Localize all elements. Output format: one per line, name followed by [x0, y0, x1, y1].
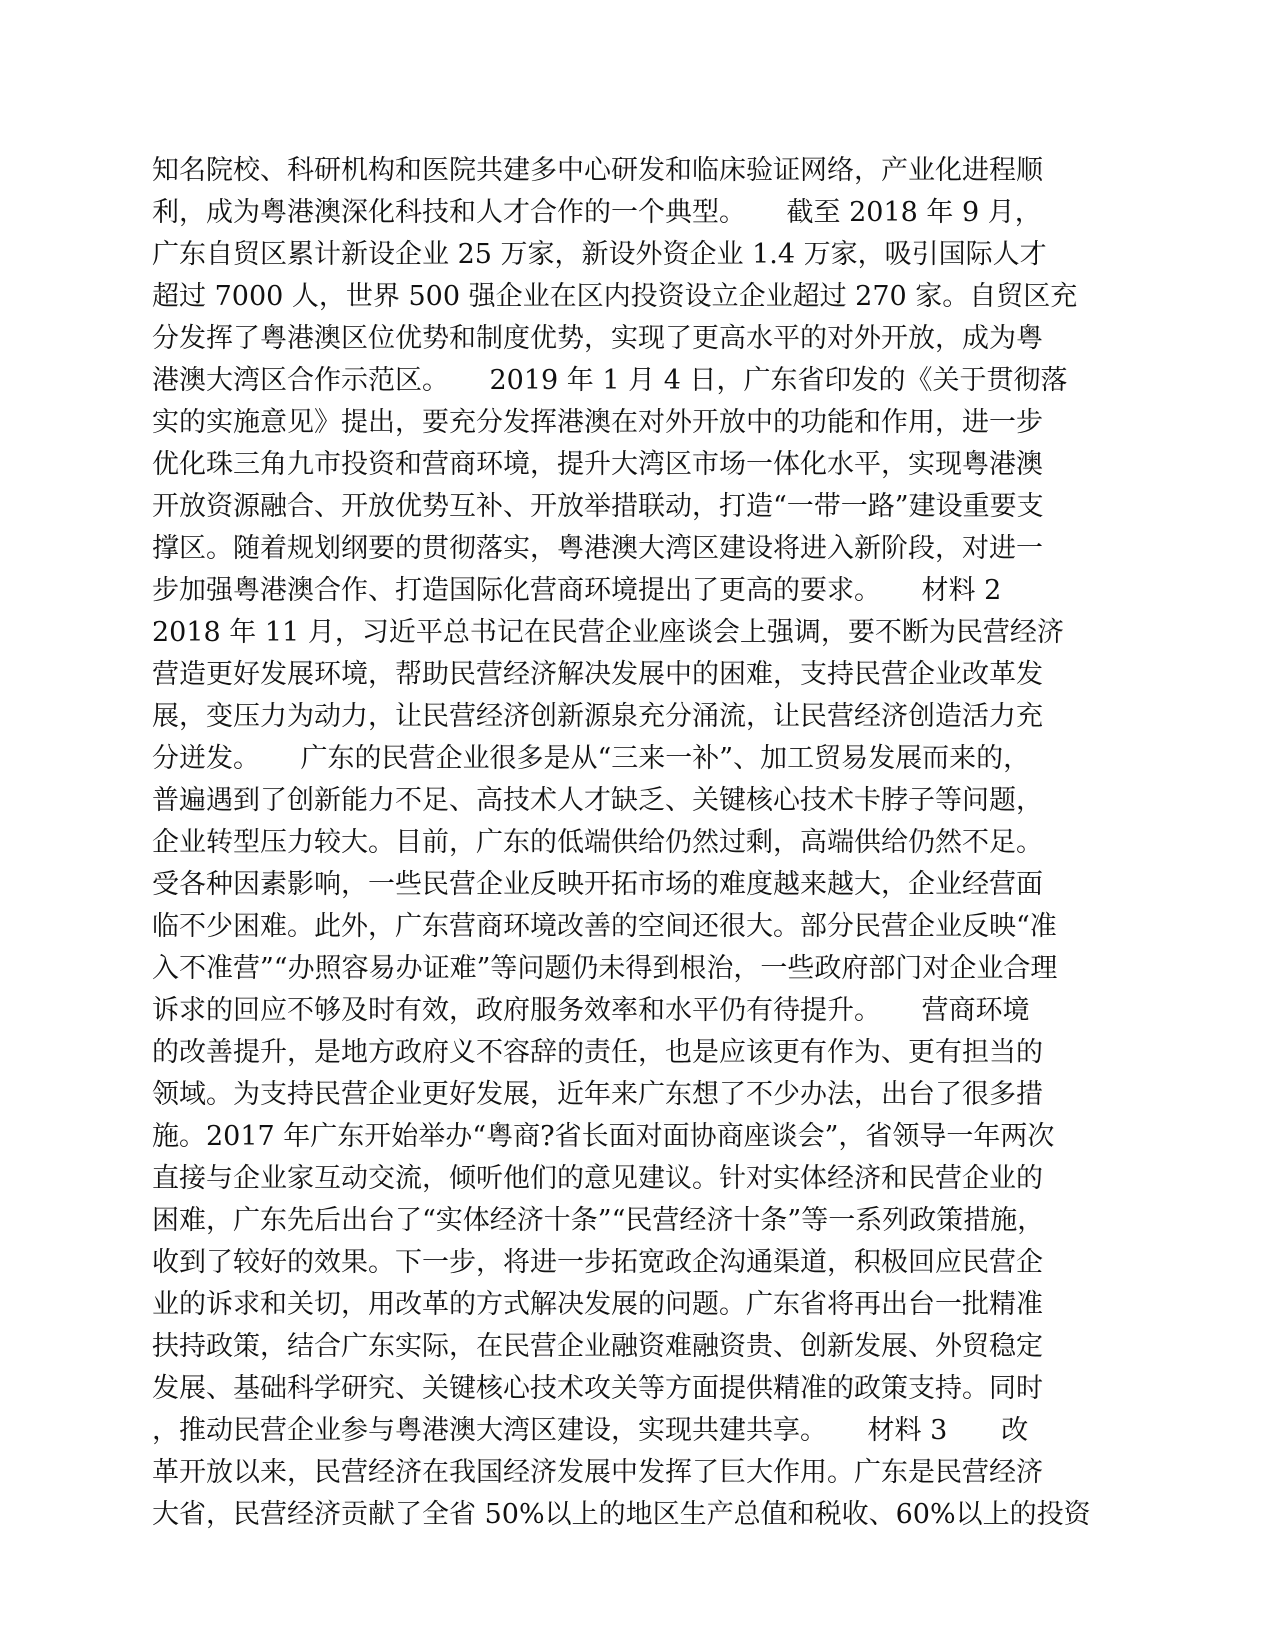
text-line: 知名院校、科研机构和医院共建多中心研发和临床验证网络，产业化进程顺 — [152, 155, 1043, 186]
text-line: 实的实施意见》提出，要充分发挥港澳在对外开放中的功能和作用，进一步 — [152, 407, 1043, 438]
text-line: 展，变压力为动力，让民营经济创新源泉充分涌流，让民营经济创造活力充 — [152, 701, 1043, 732]
text-line: 开放资源融合、开放优势互补、开放举措联动，打造“一带一路”建设重要支 — [152, 491, 1044, 522]
text-line: 超过 7000 人，世界 500 强企业在区内投资设立企业超过 270 家。自贸区充 — [152, 281, 1078, 312]
text-line: 入不准营”“办照容易办证难”等问题仍未得到根治，一些政府部门对企业合理 — [152, 953, 1058, 984]
text-line: 分迸发。 广东的民营企业很多是从“三来一补”、加工贸易发展而来的， — [152, 743, 1031, 774]
text-line: 领域。为支持民营企业更好发展，近年来广东想了不少办法，出台了很多措 — [152, 1079, 1043, 1110]
text-line: 困难，广东先后出台了“实体经济十条”“民营经济十条”等一系列政策措施， — [152, 1205, 1045, 1236]
text-line: 扶持政策，结合广东实际，在民营企业融资难融资贵、创新发展、外贸稳定 — [152, 1331, 1043, 1362]
text-line: 2018 年 11 月，习近平总书记在民营企业座谈会上强调，要不断为民营经济 — [152, 617, 1064, 648]
text-line: 撑区。随着规划纲要的贯彻落实，粤港澳大湾区建设将进入新阶段，对进一 — [152, 533, 1043, 564]
text-line: 受各种因素影响，一些民营企业反映开拓市场的难度越来越大，企业经营面 — [152, 869, 1043, 900]
text-line: 广东自贸区累计新设企业 25 万家，新设外资企业 1.4 万家，吸引国际人才 — [152, 239, 1047, 270]
text-line: 普遍遇到了创新能力不足、高技术人才缺乏、关键核心技术卡脖子等问题， — [152, 785, 1043, 816]
text-line: 分发挥了粤港澳区位优势和制度优势，实现了更高水平的对外开放，成为粤 — [152, 323, 1043, 354]
text-line: ，推动民营企业参与粤港澳大湾区建设，实现共建共享。 材料 3 改 — [152, 1415, 1029, 1446]
text-line: 的改善提升，是地方政府义不容辞的责任，也是应该更有作为、更有担当的 — [152, 1037, 1043, 1068]
text-line: 步加强粤港澳合作、打造国际化营商环境提出了更高的要求。 材料 2 — [152, 575, 1002, 606]
body-text — [152, 150, 1132, 1536]
text-line: 优化珠三角九市投资和营商环境，提升大湾区市场一体化水平，实现粤港澳 — [152, 449, 1043, 480]
text-line: 利，成为粤港澳深化科技和人才合作的一个典型。 截至 2018 年 9 月， — [152, 197, 1042, 228]
text-line: 港澳大湾区合作示范区。 2019 年 1 月 4 日，广东省印发的《关于贯彻落 — [152, 365, 1068, 396]
text-line: 临不少困难。此外，广东营商环境改善的空间还很大。部分民营企业反映“准 — [152, 911, 1057, 942]
text-line: 革开放以来，民营经济在我国经济发展中发挥了巨大作用。广东是民营经济 — [152, 1457, 1043, 1488]
text-line: 发展、基础科学研究、关键核心技术攻关等方面提供精准的政策支持。同时 — [152, 1373, 1043, 1404]
text-line: 施。2017 年广东开始举办“粤商?省长面对面协商座谈会”，省领导一年两次 — [152, 1121, 1055, 1152]
text-line: 大省，民营经济贡献了全省 50%以上的地区生产总值和税收、60%以上的投资 — [152, 1499, 1091, 1530]
text-line: 营造更好发展环境，帮助民营经济解决发展中的困难，支持民营企业改革发 — [152, 659, 1043, 690]
text-line: 直接与企业家互动交流，倾听他们的意见建议。针对实体经济和民营企业的 — [152, 1163, 1043, 1194]
text-line: 收到了较好的效果。下一步，将进一步拓宽政企沟通渠道，积极回应民营企 — [152, 1247, 1043, 1278]
text-line: 业的诉求和关切，用改革的方式解决发展的问题。广东省将再出台一批精准 — [152, 1289, 1043, 1320]
text-line: 企业转型压力较大。目前，广东的低端供给仍然过剩，高端供给仍然不足。 — [152, 827, 1043, 858]
text-line: 诉求的回应不够及时有效，政府服务效率和水平仍有待提升。 营商环境 — [152, 995, 1030, 1026]
